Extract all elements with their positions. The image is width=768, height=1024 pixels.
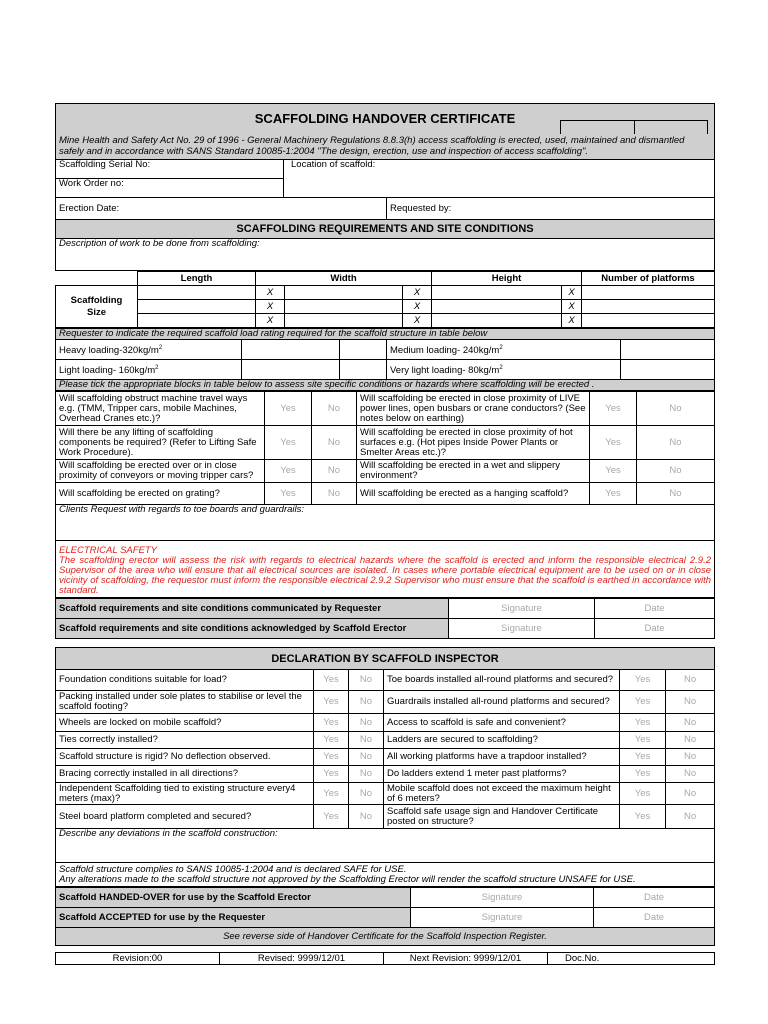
blank-cell bbox=[340, 340, 387, 360]
checklist-item: Mobile scaffold does not exceed the maximum height of 6 meters? bbox=[384, 783, 620, 805]
x-mark: X bbox=[562, 300, 582, 314]
checklist-item: Foundation conditions suitable for load? bbox=[56, 670, 314, 691]
conditions-table bbox=[55, 391, 715, 598]
location-label[interactable]: Location of scaffold: bbox=[284, 160, 715, 198]
width-cell[interactable] bbox=[285, 314, 403, 328]
checklist-item: Do ladders extend 1 meter past platforms? bbox=[384, 766, 620, 783]
yes-box[interactable]: Yes bbox=[590, 392, 637, 426]
no-box[interactable]: No bbox=[349, 766, 384, 783]
compliance-line-2: Any alterations made to the scaffold structure not approved by the Scaffolding Erector will render the scaffold structure UNSAFE for USE. bbox=[59, 874, 636, 885]
certificate-form bbox=[55, 103, 714, 965]
length-cell[interactable] bbox=[138, 300, 256, 314]
condition-question: Will scaffolding be erected over or in close proximity of conveyors or moving tripper cars? bbox=[56, 460, 265, 483]
handed-over-by-erector: Scaffold HANDED-OVER for use by the Scaffold Erector bbox=[56, 888, 411, 908]
reverse-side-note: See reverse side of Handover Certificate for the Scaffold Inspection Register. bbox=[56, 928, 715, 946]
communicated-by-requester: Scaffold requirements and site conditions communicated by Requester bbox=[56, 599, 449, 619]
light-loading-label: Light loading- $160kg/m^2$ bbox=[56, 360, 242, 380]
x-mark: X bbox=[562, 286, 582, 300]
requested-by-label[interactable]: Requested by: bbox=[387, 198, 715, 220]
no-box[interactable]: No bbox=[349, 670, 384, 691]
no-box[interactable]: No bbox=[349, 714, 384, 732]
no-box[interactable]: No bbox=[666, 749, 715, 766]
date-field[interactable]: Date bbox=[594, 908, 715, 928]
x-mark: X bbox=[403, 314, 432, 328]
title-cell bbox=[56, 104, 715, 134]
length-cell[interactable] bbox=[138, 314, 256, 328]
no-box[interactable]: No bbox=[349, 805, 384, 829]
yes-box[interactable]: Yes bbox=[590, 460, 637, 483]
heavy-loading-label: Heavy loading-$320kg/m^2$ bbox=[56, 340, 242, 360]
yes-box[interactable]: Yes bbox=[314, 714, 349, 732]
light-loading-tick[interactable] bbox=[242, 360, 340, 380]
no-box[interactable]: No bbox=[666, 714, 715, 732]
checklist-item: Bracing correctly installed in all directions? bbox=[56, 766, 314, 783]
condition-question: Will scaffolding be erected in a wet and slippery environment? bbox=[357, 460, 590, 483]
doc-ref-boxes bbox=[560, 120, 708, 134]
description-label[interactable]: Description of work to be done from scaffolding: bbox=[56, 239, 715, 271]
deviations-label[interactable]: Describe any deviations in the scaffold construction: bbox=[56, 829, 715, 863]
electrical-safety-block bbox=[56, 541, 715, 598]
no-box[interactable]: No bbox=[666, 691, 715, 714]
signature-field[interactable]: Signature bbox=[449, 619, 595, 639]
no-box[interactable]: No bbox=[312, 460, 357, 483]
doc-number: Doc.No. bbox=[548, 953, 715, 965]
yes-box[interactable]: Yes bbox=[620, 783, 666, 805]
next-revision-date: Next Revision: 9999/12/01 bbox=[384, 953, 548, 965]
condition-question: Will scaffolding obstruct machine travel ways e.g. (TMM, Tripper cars, mobile Machines, Overhead Cranes etc.)? bbox=[56, 392, 265, 426]
date-field[interactable]: Date bbox=[595, 599, 715, 619]
no-box[interactable]: No bbox=[349, 691, 384, 714]
yes-box[interactable]: Yes bbox=[620, 749, 666, 766]
requirements-signoff-table bbox=[55, 598, 715, 639]
medium-loading-tick[interactable] bbox=[621, 340, 715, 360]
loading-note: Requester to indicate the required scaffold load rating required for the scaffold structure in table below bbox=[56, 329, 715, 340]
no-box[interactable]: No bbox=[637, 426, 715, 460]
yes-box[interactable]: Yes bbox=[590, 483, 637, 505]
no-box[interactable]: No bbox=[312, 426, 357, 460]
loading-table bbox=[55, 328, 715, 391]
serial-no-label: Scaffolding Serial No: bbox=[56, 160, 284, 179]
section-gap bbox=[55, 639, 714, 647]
revised-date: Revised: 9999/12/01 bbox=[220, 953, 384, 965]
work-order-label[interactable]: Work Order no: bbox=[56, 179, 284, 198]
heavy-loading-tick[interactable] bbox=[242, 340, 340, 360]
checklist-item: Ladders are secured to scaffolding? bbox=[384, 732, 620, 749]
yes-box[interactable]: Yes bbox=[314, 783, 349, 805]
no-box[interactable]: No bbox=[637, 392, 715, 426]
tick-note: Please tick the appropriate blocks in table below to assess site specific conditions or hazards where scaffolding will be erected . bbox=[56, 380, 715, 391]
size-label: Scaffolding Size bbox=[56, 286, 138, 328]
condition-question: Will there be any lifting of scaffolding components be required? (Refer to Lifting Safe Work Procedure). bbox=[56, 426, 265, 460]
height-cell[interactable] bbox=[432, 300, 562, 314]
date-field[interactable]: Date bbox=[595, 619, 715, 639]
x-mark: X bbox=[256, 300, 285, 314]
yes-box[interactable]: Yes bbox=[314, 766, 349, 783]
yes-box[interactable]: Yes bbox=[620, 691, 666, 714]
declaration-table bbox=[55, 647, 715, 887]
checklist-item: Wheels are locked on mobile scaffold? bbox=[56, 714, 314, 732]
condition-question: Will scaffolding be erected in close proximity of LIVE power lines, open busbars or crane conductors? (See notes below on earthing) bbox=[357, 392, 590, 426]
checklist-item: Scaffold safe usage sign and Handover Certificate posted on structure? bbox=[384, 805, 620, 829]
requirements-heading: SCAFFOLDING REQUIREMENTS AND SITE CONDITIONS bbox=[56, 220, 715, 239]
platforms-cell[interactable] bbox=[582, 314, 715, 328]
platforms-cell[interactable] bbox=[582, 300, 715, 314]
checklist-item: Steel board platform completed and secured? bbox=[56, 805, 314, 829]
no-box[interactable]: No bbox=[666, 732, 715, 749]
electrical-safety-text: The scaffolding erector will assess the risk with regards to electrical hazards where the scaffold is erected and inform the responsible electrical 2.9.2 Supervisor of the area who will ensure that all electrical sources are isolated. In cases where portable electrical equipment are to be used on or in close vicinity of scaffolding, the requestor must inform the responsible electrical 2.9.2 Supervisor who must ensure that the scaffold is earthed in accordance with standard. bbox=[59, 555, 711, 596]
no-box[interactable]: No bbox=[666, 670, 715, 691]
width-cell[interactable] bbox=[285, 286, 403, 300]
no-box[interactable]: No bbox=[349, 783, 384, 805]
condition-question: Will scaffolding be erected in close proximity of hot surfaces e.g. (Hot pipes Inside Power Plants or Smelter Areas etc.)? bbox=[357, 426, 590, 460]
condition-question: Will scaffolding be erected as a hanging scaffold? bbox=[357, 483, 590, 505]
yes-box[interactable]: Yes bbox=[620, 670, 666, 691]
handover-signoff-table bbox=[55, 887, 715, 946]
header-table bbox=[55, 103, 715, 271]
signature-field[interactable]: Signature bbox=[411, 888, 594, 908]
yes-box[interactable]: Yes bbox=[620, 714, 666, 732]
blank-cell bbox=[340, 360, 387, 380]
yes-box[interactable]: Yes bbox=[265, 426, 312, 460]
yes-box[interactable]: Yes bbox=[590, 426, 637, 460]
very-light-loading-label: Very light loading- $80kg/m^2$ bbox=[387, 360, 621, 380]
height-cell[interactable] bbox=[432, 314, 562, 328]
yes-box[interactable]: Yes bbox=[265, 460, 312, 483]
size-header-height: Height bbox=[432, 272, 582, 286]
checklist-item: Guardrails installed all-round platforms and secured? bbox=[384, 691, 620, 714]
yes-box[interactable]: Yes bbox=[620, 766, 666, 783]
no-box[interactable]: No bbox=[312, 483, 357, 505]
page-title: SCAFFOLDING HANDOVER CERTIFICATE bbox=[254, 110, 516, 126]
checklist-item: Independent Scaffolding tied to existing structure every4 meters (max)? bbox=[56, 783, 314, 805]
regulation-text: Mine Health and Safety Act No. 29 of 1996 - General Machinery Regulations 8.8.3(h) access scaffolding is erected, used, maintained and dismantled safely and in accordance with SANS Standard 10085-1:2004 "The design, erection, use and inspection of access scaffolding". bbox=[56, 134, 715, 160]
no-box[interactable]: No bbox=[349, 749, 384, 766]
checklist-item: All working platforms have a trapdoor installed? bbox=[384, 749, 620, 766]
yes-box[interactable]: Yes bbox=[314, 732, 349, 749]
checklist-item: Ties correctly installed? bbox=[56, 732, 314, 749]
no-box[interactable]: No bbox=[637, 483, 715, 505]
no-box[interactable]: No bbox=[666, 805, 715, 829]
checklist-item: Scaffold structure is rigid? No deflection observed. bbox=[56, 749, 314, 766]
declaration-heading: DECLARATION BY SCAFFOLD INSPECTOR bbox=[56, 648, 715, 670]
yes-box[interactable]: Yes bbox=[314, 805, 349, 829]
no-box[interactable]: No bbox=[312, 392, 357, 426]
compliance-line-1: Scaffold structure complies to SANS 10085-1:2004 and is declared SAFE for USE. bbox=[59, 864, 407, 875]
length-cell[interactable] bbox=[138, 286, 256, 300]
x-mark: X bbox=[403, 286, 432, 300]
erection-date-label[interactable]: Erection Date: bbox=[56, 198, 387, 220]
x-mark: X bbox=[562, 314, 582, 328]
size-header-length: Length bbox=[138, 272, 256, 286]
height-cell[interactable] bbox=[432, 286, 562, 300]
accepted-by-requester: Scaffold ACCEPTED for use by the Requester bbox=[56, 908, 411, 928]
revision-number: Revision:00 bbox=[56, 953, 220, 965]
very-light-loading-tick[interactable] bbox=[621, 360, 715, 380]
size-table bbox=[55, 271, 715, 328]
checklist-item: Toe boards installed all-round platforms and secured? bbox=[384, 670, 620, 691]
yes-box[interactable]: Yes bbox=[265, 483, 312, 505]
yes-box[interactable]: Yes bbox=[620, 805, 666, 829]
yes-box[interactable]: Yes bbox=[620, 732, 666, 749]
x-mark: X bbox=[403, 300, 432, 314]
checklist-item: Access to scaffold is safe and convenient? bbox=[384, 714, 620, 732]
condition-question: Will scaffolding be erected on grating? bbox=[56, 483, 265, 505]
electrical-safety-heading: ELECTRICAL SAFETY bbox=[59, 545, 158, 556]
platforms-cell[interactable] bbox=[582, 286, 715, 300]
yes-box[interactable]: Yes bbox=[314, 749, 349, 766]
yes-box[interactable]: Yes bbox=[314, 691, 349, 714]
width-cell[interactable] bbox=[285, 300, 403, 314]
revision-footer bbox=[55, 952, 715, 965]
no-box[interactable]: No bbox=[666, 783, 715, 805]
size-header-width: Width bbox=[256, 272, 432, 286]
compliance-statement bbox=[56, 863, 715, 887]
no-box[interactable]: No bbox=[637, 460, 715, 483]
acknowledged-by-erector: Scaffold requirements and site conditions acknowledged by Scaffold Erector bbox=[56, 619, 449, 639]
yes-box[interactable]: Yes bbox=[314, 670, 349, 691]
date-field[interactable]: Date bbox=[594, 888, 715, 908]
medium-loading-label: Medium loading- $240kg/m^2$ bbox=[387, 340, 621, 360]
x-mark: X bbox=[256, 314, 285, 328]
x-mark: X bbox=[256, 286, 285, 300]
size-header-platforms: Number of platforms bbox=[582, 272, 715, 286]
signature-field[interactable]: Signature bbox=[411, 908, 594, 928]
clients-request-label[interactable]: Clients Request with regards to toe boards and guardrails: bbox=[56, 505, 715, 541]
no-box[interactable]: No bbox=[349, 732, 384, 749]
checklist-item: Packing installed under sole plates to stabilise or level the scaffold footing? bbox=[56, 691, 314, 714]
yes-box[interactable]: Yes bbox=[265, 392, 312, 426]
no-box[interactable]: No bbox=[666, 766, 715, 783]
signature-field[interactable]: Signature bbox=[449, 599, 595, 619]
